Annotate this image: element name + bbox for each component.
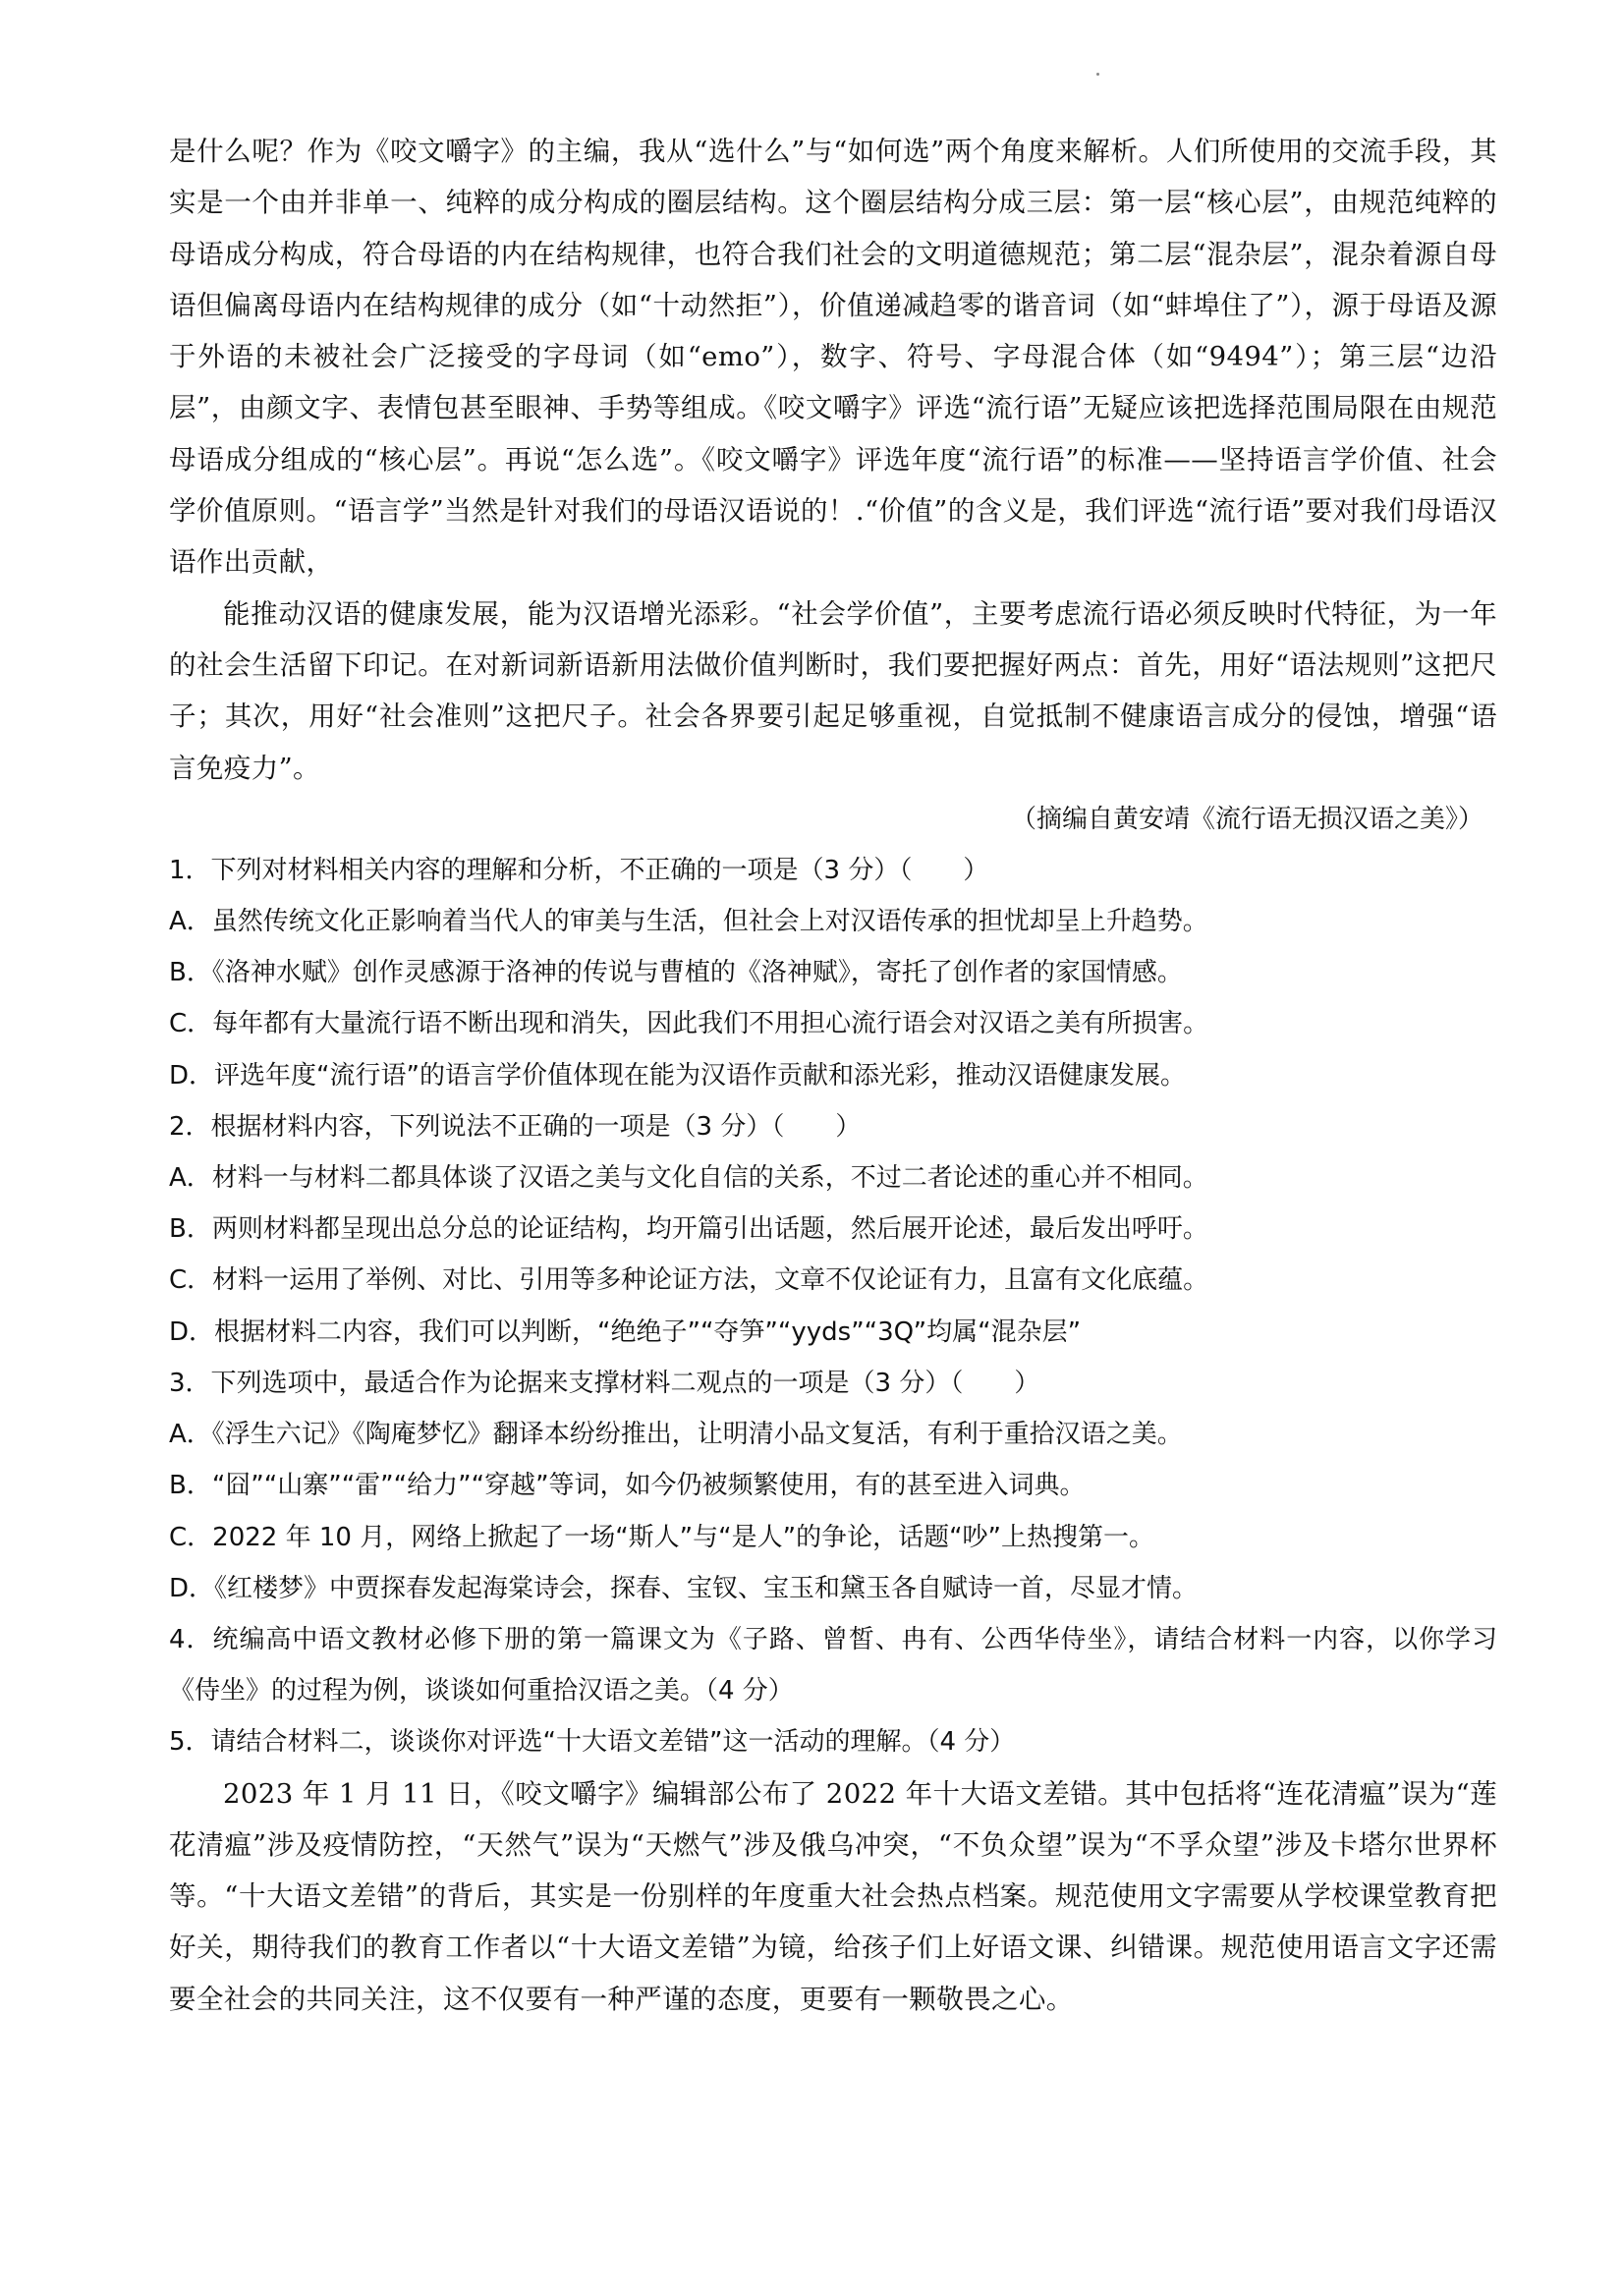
question-stem: 1．下列对材料相关内容的理解和分析，不正确的一项是（3 分）（ ） [169, 855, 989, 885]
question-1 [169, 845, 1497, 1101]
question-stem: 4．统编高中语文教材必修下册的第一篇课文为《子路、曾皙、冉有、公西华侍坐》，请结合材料一内容，以你学习《侍坐》的过程为例，谈谈如何重拾汉语之美。（4 分） [169, 1624, 1497, 1707]
option-b: B．《洛神水赋》创作灵感源于洛神的传说与曹植的《洛神赋》，寄托了创作者的家国情感。 [169, 958, 1183, 988]
option-c: C．每年都有大量流行语不断出现和消失，因此我们不用担心流行语会对汉语之美有所损害。 [169, 1009, 1209, 1039]
option-a: A．虽然传统文化正影响着当代人的审美与生活，但社会上对汉语传承的担忧却呈上升趋势。 [169, 907, 1208, 937]
option-a: A．《浮生六记》《陶庵梦忆》翻译本纷纷推出，让明清小品文复活，有利于重拾汉语之美。 [169, 1420, 1183, 1450]
question-3 [169, 1358, 1497, 1614]
question-stem: 5．请结合材料二，谈谈你对评选“十大语文差错”这一活动的理解。（4 分） [169, 1727, 1016, 1758]
option-b: B．“囧”“山寨”“雷”“给力”“穿越”等词，如今仍被频繁使用，有的甚至进入词典。 [169, 1471, 1086, 1501]
exam-page [169, 126, 1497, 2025]
option-c: C．材料一运用了举例、对比、引用等多种论证方法，文章不仅论证有力，且富有文化底蕴。 [169, 1265, 1209, 1296]
question-stem: 2．根据材料内容，下列说法不正确的一项是（3 分）（ ） [169, 1111, 862, 1142]
option-d: D．根据材料二内容，我们可以判断，“绝绝子”“夺笋”“yyds”“3Q”均属“混杂层” [169, 1316, 1082, 1347]
option-d: D．《红楼梦》中贾探春发起海棠诗会，探春、宝钗、宝玉和黛玉各自赋诗一首，尽显才情。 [169, 1573, 1199, 1603]
passage-source: （摘编自黄安靖《流行语无损汉语之美》） [1010, 804, 1483, 834]
option-c: C．2022 年 10 月，网络上掀起了一场“斯人”与“是人”的争论，话题“吵”上热搜第一。 [169, 1522, 1155, 1552]
passage-paragraph-1: 是什么呢？作为《咬文嚼字》的主编，我从“选什么”与“如何选”两个角度来解析。人们所使用的交流手段，其实是一个由并非单一、纯粹的成分构成的圈层结构。这个圈层结构分成三层：第一层“核心层”，由规范纯粹的母语成分构成，符合母语的内在结构规律，也符合我们社会的文明道德规范；第二层“混杂层”，混杂着源自母语但偏离母语内在结构规律的成分（如“十动然拒”），价值递减趋零的谐音词（如“蚌埠住了”），源于母语及源于外语的未被社会广泛接受的字母词（如“emo”），数字、符号、字母混合体（如“9494”）；第三层“边沿层”，由颜文字、表情包甚至眼神、手势等组成。《咬文嚼字》评选“流行语”无疑应该把选择范围局限在由规范母语成分组成的“核心层”。再说“怎么选”。《咬文嚼字》评选年度“流行语”的标准——坚持语言学价值、社会学价值原则。“语言学”当然是针对我们的母语汉语说的！.“价值”的含义是，我们评选“流行语”要对我们母语汉语作出贡献， [169, 136, 1497, 579]
material-paragraph: 2023 年 1 月 11 日，《咬文嚼字》编辑部公布了 2022 年十大语文差错。其中包括将“连花清瘟”误为“莲花清瘟”涉及疫情防控，“天然气”误为“天燃气”涉及俄乌冲突，“不负众望”误为“不孚众望”涉及卡塔尔世界杯等。“十大语文差错”的背后，其实是一份别样的年度重大社会热点档案。规范使用文字需要从学校课堂教育把好关，期待我们的教育工作者以“十大语文差错”为镜，给孩子们上好语文课、纠错课。规范使用语言文字还需要全社会的共同关注，这不仅要有一种严谨的态度，更要有一颗敬畏之心。 [169, 1777, 1497, 2015]
option-a: A．材料一与材料二都具体谈了汉语之美与文化自信的关系，不过二者论述的重心并不相同。 [169, 1163, 1208, 1194]
option-b: B．两则材料都呈现出总分总的论证结构，均开篇引出话题，然后展开论述，最后发出呼吁。 [169, 1214, 1208, 1245]
passage-paragraph-2: 能推动汉语的健康发展，能为汉语增光添彩。“社会学价值”，主要考虑流行语必须反映时代特征，为一年的社会生活留下印记。在对新词新语新用法做价值判断时，我们要把握好两点：首先，用好“语法规则”这把尺子；其次，用好“社会准则”这把尺子。社会各界要引起足够重视，自觉抵制不健康语言成分的侵蚀，增强“语言免疫力”。 [169, 597, 1497, 784]
question-4 [169, 1614, 1497, 1716]
scan-dot [1096, 73, 1099, 76]
question-5 [169, 1716, 1497, 1767]
question-stem: 3．下列选项中，最适合作为论据来支撑材料二观点的一项是（3 分）（ ） [169, 1368, 1040, 1398]
question-2 [169, 1101, 1497, 1358]
option-d: D．评选年度“流行语”的语言学价值体现在能为汉语作贡献和添光彩，推动汉语健康发展。 [169, 1060, 1186, 1091]
